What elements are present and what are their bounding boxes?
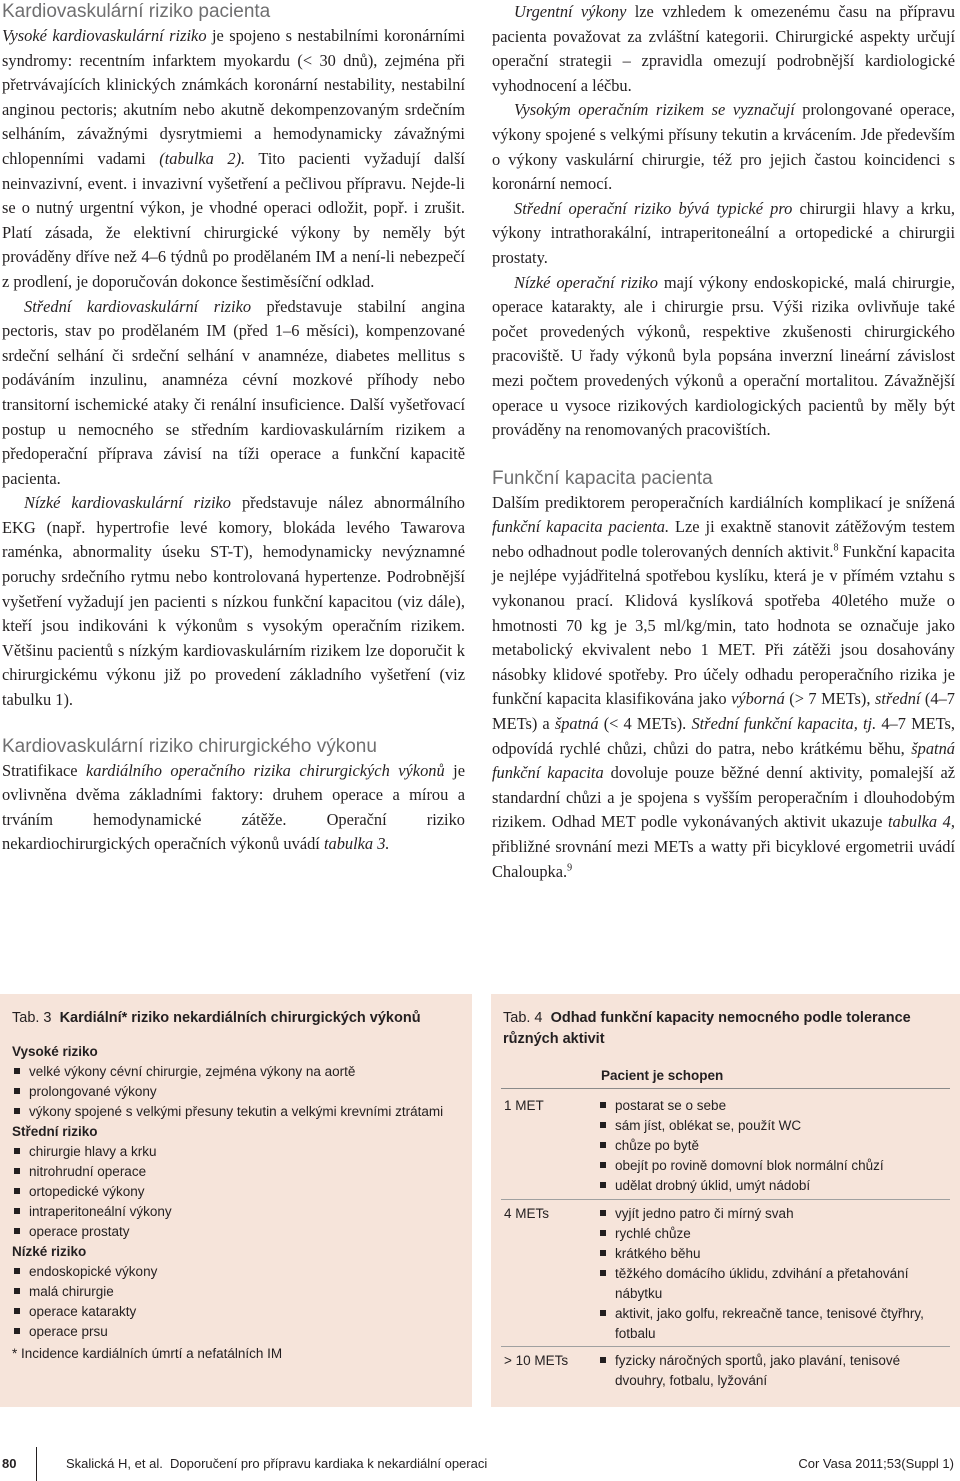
activity-list [598,1351,944,1391]
section-heading-surgical-risk: Kardiovaskulární riziko chirurgického výkonu [2,735,377,757]
section-heading-patient-risk: Kardiovaskulární riziko pacienta [2,1,271,22]
list-item: operace prostaty [12,1222,460,1242]
risk-category-medium: Střední riziko [12,1124,98,1139]
table-3-box [0,994,472,1407]
list-item: chůze po bytě [598,1136,944,1156]
paragraph-medium-operative-risk: Střední operační riziko bývá typické pro chirurgii hlavy a krku, výkony intrathorakální, intraperitoneální a ortopedické a chirurgii prostaty. [492,198,955,267]
list-item: aktivit, jako golfu, rekreačně tance, tenisové čtyřhry, fotbalu [598,1304,944,1344]
paragraph-functional-capacity: Dalším prediktorem peroperačních kardiálních komplikací je snížená funkční kapacita pacienta. Lze ji exaktně stanovit zátěžovým testem nebo odhadnout podle tolerovaných denních aktivit.$^8$ Funkční kapacita je nejlépe vyjádřitelná spotřebou kyslíku, která je v přímém vztahu s vykonanou prací. Klidová kyslíková spotřeba 40letého muže o hmotnosti 70 kg je 3,5 ml/kg/min, tato hodnota se označuje jako metabolický ekvivalent nebo 1 MET. Při zátěži jsou dosahovány násobky klidové spotřeby. Pro účely odhadu peroperačního rizika je funkční kapacita klasifikována jako výborná (> 7 METs), střední (4–7 METs) a špatná (< 4 METs). Střední funkční kapacita, tj. 4–7 METs, odpovídá rychlé chůzi, chůzi do patra, nebo krátkému běhu, špatná funkční kapacita dovoluje pouze běžné denní aktivity, pomalejší až standardní chůzi a je spojena s vyšším peroperačním i dlouhodobým rizikem. Odhad MET podle vykonávaných aktivit ukazuje tabulka 4, přibližné srovnání mezi METs a watty při bicyklové ergometrii uvádí Chaloupka.$^9$ [492,492,956,881]
list-item: postarat se o sebe [598,1096,944,1116]
list-item: velké výkony cévní chirurgie, zejména výkony na aortě [12,1062,460,1082]
list-item: intraperitoneální výkony [12,1202,460,1222]
risk-category-low: Nízké riziko [12,1244,87,1259]
table-4-header-rule [501,1088,950,1089]
paragraph-high-risk: Vysoké kardiovaskulární riziko je spojeno s nestabilními koronárními syndromy: recentním infarktem myokardu (< 30 dnů), zejména při přetrvávajících klinických známkách koronární nestability, nestabilní anginou pectoris; akutním nebo akutně dekompenzovaným srdečním selháním, závažnými dysrytmiemi a hemodynamicky závažnými chlopenními vadami (tabulka 2). Tito pacienti vyžadují další neinvazivní, event. i invazivní vyšetření a pečlivou přípravu. Nejde-li se o nutný urgentní výkon, je vhodné operaci odložit, popř. i zrušit. Platí zásada, že elektivní chirurgické výkony by neměly být prováděny dříve než 4–6 týdnů po prodělaném IM a není-li nebezpečí z prodlení, je doporučován dokonce šestiměsíční odklad. [2,26,465,291]
list-item: malá chirurgie [12,1282,460,1302]
footer-article-title: Doporučení pro přípravu kardiaka k nekardiální operaci [170,1456,488,1471]
table-3-body [12,1042,460,1378]
section-heading-functional-capacity: Funkční kapacita pacienta [492,467,713,489]
activity-list [598,1096,944,1196]
row-divider [501,1199,950,1200]
paragraph-high-operative-risk: Vysokým operačním rizikem se vyznačují prolongované operace, výkony spojené s velkými přísuny tekutin a krvácením. Jde především o výkony vaskulární chirurgie, též pro jejich častou koincidenci s koronární nemocí. [492,100,955,194]
list-item: nitrohrudní operace [12,1162,460,1182]
met-level: 1 MET [504,1098,544,1113]
table-3-footnote: * Incidence kardiálních úmrtí a nefatálních IM [12,1346,283,1361]
met-level: 4 METs [504,1206,550,1221]
list-item: operace katarakty [12,1302,460,1322]
list-item: obejít po rovině domovní blok normální chůzí [598,1156,944,1176]
paragraph-low-risk: Nízké kardiovaskulární riziko představuje nález abnormálního EKG (např. hypertrofie levé komory, blokáda levého Tawarova raménka, abnormality úseku ST-T), hemodynamicky nevýznamné poruchy srdečního rytmu nebo kontrolovaná hypertenze. Podrobnější vyšetření vyžadují jen pacienti s nízkou funkční kapacitou (viz dále), kteří jsou indikováni k výkonům s vysokým operačním rizikem. Většinu pacientů s nízkým kardiovaskulárním rizikem lze doporučit k chirurgickému výkonu již po provedení základního vyšetření (viz tabulku 1). [2,493,465,710]
list-item: výkony spojené s velkými přesuny tekutin a velkými krevními ztrátami [12,1102,460,1122]
row-divider [501,1346,950,1347]
risk-list-high [12,1062,460,1122]
footer-authors: Skalická H, et al. [66,1456,163,1471]
right-column [492,0,955,884]
table-4-box [491,994,960,1407]
list-item: endoskopické výkony [12,1262,460,1282]
list-item: fyzicky náročných sportů, jako plavání, tenisové dvouhry, fotbalu, lyžování [598,1351,944,1391]
paragraph-urgent: Urgentní výkony lze vzhledem k omezenému času na přípravu pacienta považovat za zvláštní kategorii. Chirurgické aspekty určují operační strategii – zpravidla omezují podrobnější kardiologické vyhodnocení a léčbu. [492,2,955,95]
risk-list-medium [12,1142,460,1242]
list-item: rychlé chůze [598,1224,944,1244]
met-level: > 10 METs [504,1353,569,1368]
page-number: 80 [2,1456,17,1471]
list-item: ortopedické výkony [12,1182,460,1202]
page-footer [0,1440,960,1481]
list-item: operace prsu [12,1322,460,1342]
left-column [2,0,465,857]
footer-divider [36,1447,37,1481]
paragraph-low-operative-risk: Nízké operační riziko mají výkony endoskopické, malá chirurgie, operace katarakty, ale i chirurgie prsu. Výši rizika ovlivňuje také počet provedených výkonů, respektive zkušenosti chirurgického pracoviště. U řady výkonů byla popsána inverzní lineární závislost mezi počtem provedených výkonů a operační mortalitou. Závažnější operace u vysoce rizikových kardiologických pacientů by měly být prováděny na renomovaných pracovištích. [492,272,955,440]
footer-journal: Cor Vasa 2011;53(Suppl 1) [798,1456,954,1471]
risk-list-low [12,1262,460,1342]
list-item: krátkého běhu [598,1244,944,1264]
risk-category-high: Vysoké riziko [12,1044,98,1059]
list-item: sám jíst, oblékat se, použít WC [598,1116,944,1136]
list-item: prolongované výkony [12,1082,460,1102]
paragraph-stratification: Stratifikace kardiálního operačního rizika chirurgických výkonů je ovlivněna dvěma základními faktory: druhem operace a mírou a trváním hemodynamické zátěže. Operační riziko nekardiochirurgických operačních výkonů uvádí tabulka 3. [2,760,465,854]
list-item: chirurgie hlavy a krku [12,1142,460,1162]
list-item: těžkého domácího úklidu, zdvihání a přetahování nábytku [598,1264,944,1304]
list-item: udělat drobný úklid, umýt nádobí [598,1176,944,1196]
activity-list [598,1204,944,1344]
table-4-title: Tab. 4 Odhad funkční kapacity nemocného podle tolerance různých aktivit [503,1010,911,1047]
list-item: vyjít jedno patro či mírný svah [598,1204,944,1224]
paragraph-medium-risk: Střední kardiovaskulární riziko představuje stabilní angina pectoris, stav po prodělaném IM (před 1–6 měsíci), kompenzované srdeční selhání či srdeční selhání v anamnéze, diabetes mellitus s podáváním inzulinu, anamnéza cévní mozkové příhody nebo transitorní ischemické ataky či renální insuficience. Další vyšetřovací postup u nemocného se středním kardiovaskulárním rizikem a předoperační příprava závisí na tíži operace a funkční kapacitě pacienta. [2,296,466,488]
table-4-column-header: Pacient je schopen [601,1068,724,1083]
table-3-title: Tab. 3 Kardiální* riziko nekardiálních chirurgických výkonů [12,1010,421,1026]
